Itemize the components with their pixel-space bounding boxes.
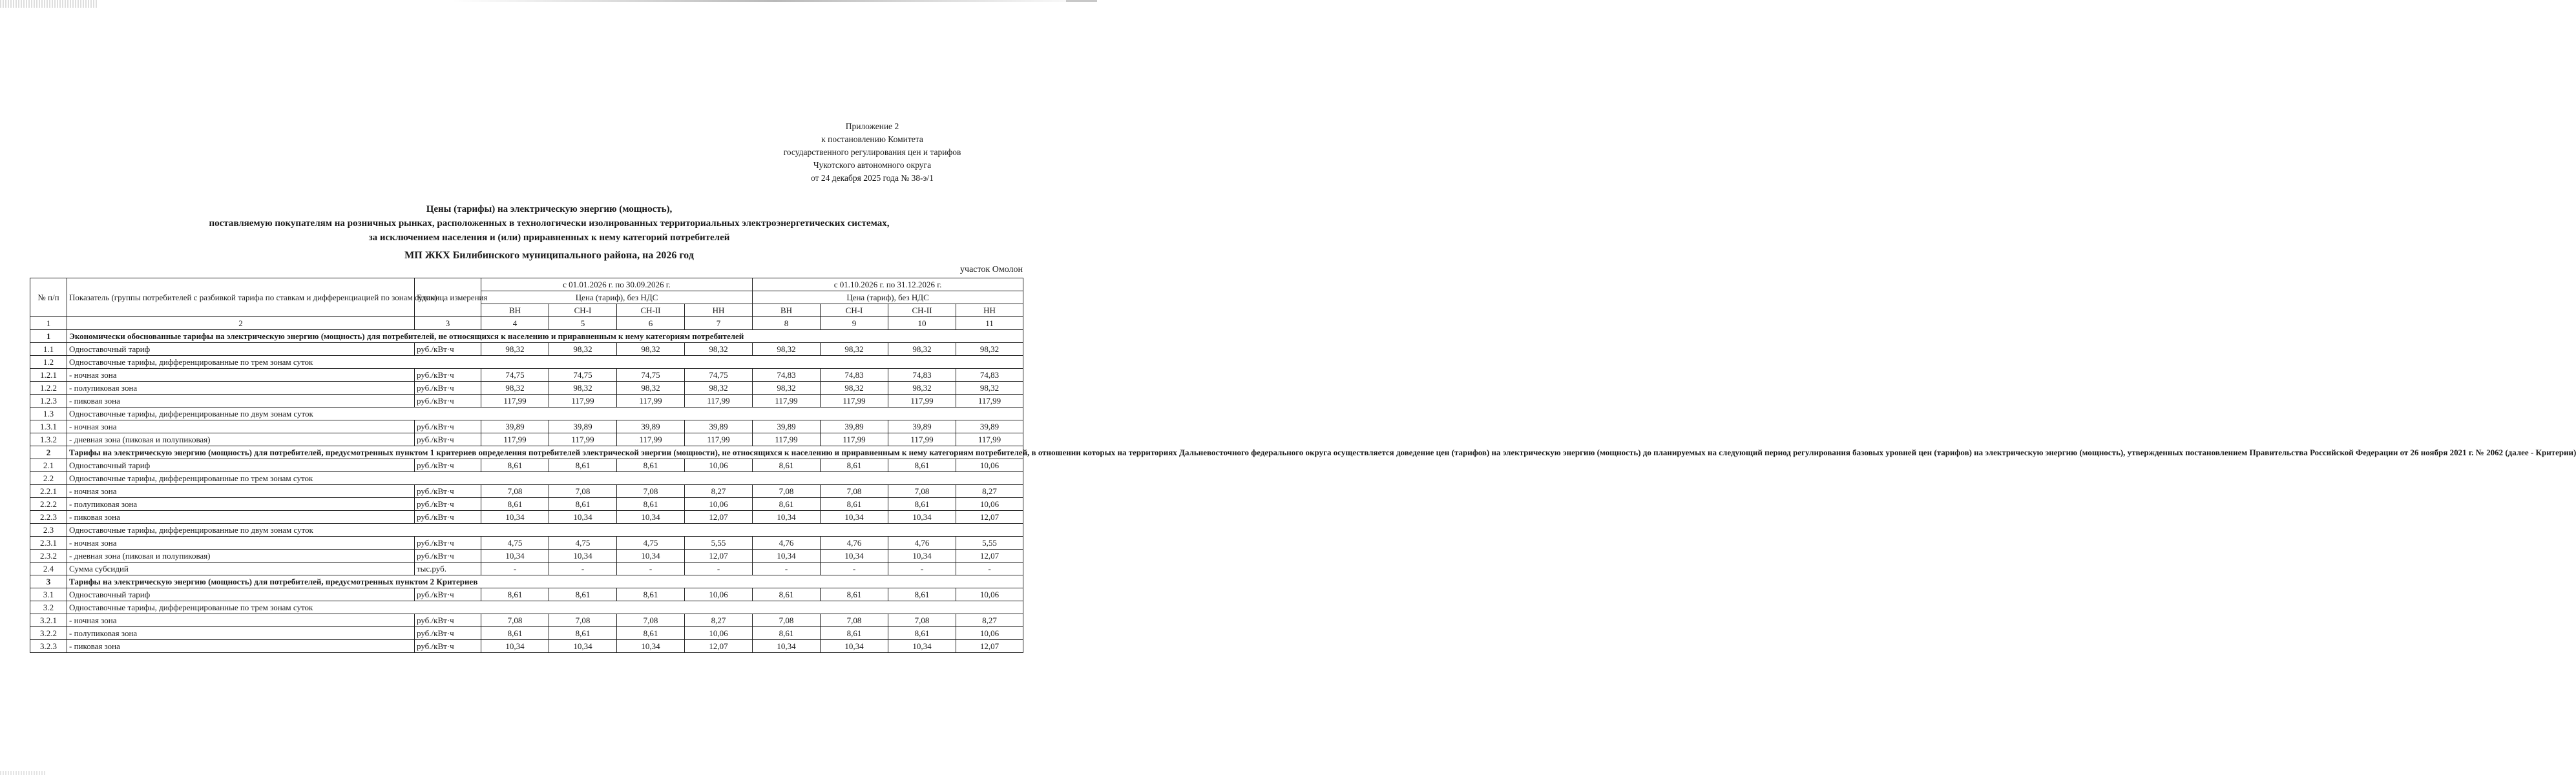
tariff-value: 8,61 <box>888 588 956 601</box>
tariff-value: 98,32 <box>888 382 956 395</box>
tariff-value: 10,34 <box>549 640 617 653</box>
tariff-value: 10,34 <box>888 511 956 524</box>
tariff-value: - <box>549 563 617 575</box>
tariff-value: 10,06 <box>685 588 753 601</box>
tariff-value: 98,32 <box>753 382 821 395</box>
subsection-row <box>30 356 1023 369</box>
table-row <box>30 485 1023 498</box>
table-row <box>30 511 1023 524</box>
tariff-value: 74,83 <box>956 369 1023 382</box>
tariff-value: 7,08 <box>753 614 821 627</box>
header-num: № п/п <box>30 278 67 317</box>
row-number: 2.2.1 <box>30 485 67 498</box>
tariff-value: 74,75 <box>481 369 549 382</box>
tariff-value: 117,99 <box>956 395 1023 408</box>
appendix-line: государственного регулирования цен и тарифов <box>783 147 961 157</box>
row-number: 2.1 <box>30 459 67 472</box>
row-name: - дневная зона (пиковая и полупиковая) <box>67 433 415 446</box>
tariff-value: 10,34 <box>481 550 549 563</box>
tariff-value: 10,06 <box>685 627 753 640</box>
tariff-value: 117,99 <box>956 433 1023 446</box>
tariff-value: 39,89 <box>956 420 1023 433</box>
table-row <box>30 614 1023 627</box>
tariff-value: 117,99 <box>617 395 685 408</box>
table-row <box>30 369 1023 382</box>
row-unit: руб./кВт·ч <box>415 485 481 498</box>
subsection-title: Одноставочные тарифы, дифференцированные по двум зонам суток <box>67 524 1023 537</box>
tariff-value: 7,08 <box>549 485 617 498</box>
tariff-value: - <box>821 563 888 575</box>
tariff-value: 39,89 <box>821 420 888 433</box>
tariff-value: 117,99 <box>549 395 617 408</box>
row-name: Сумма субсидий <box>67 563 415 575</box>
row-number: 3.2.1 <box>30 614 67 627</box>
tariff-value: 10,06 <box>956 588 1023 601</box>
row-number: 1.3.1 <box>30 420 67 433</box>
row-name: - полупиковая зона <box>67 627 415 640</box>
tariff-value: - <box>685 563 753 575</box>
tariff-value: - <box>617 563 685 575</box>
header-row <box>30 278 1023 291</box>
subsection-row <box>30 408 1023 420</box>
tariff-value: 74,83 <box>821 369 888 382</box>
row-unit: руб./кВт·ч <box>415 433 481 446</box>
tariff-value: 8,27 <box>956 485 1023 498</box>
tariff-value: 7,08 <box>888 614 956 627</box>
tariff-value: 39,89 <box>481 420 549 433</box>
row-name: - ночная зона <box>67 420 415 433</box>
header-voltage-level: СН-I <box>821 304 888 317</box>
tariff-value: 8,61 <box>617 459 685 472</box>
tariff-value: 117,99 <box>821 395 888 408</box>
tariff-value: - <box>753 563 821 575</box>
tariff-value: 7,08 <box>481 485 549 498</box>
row-number: 3 <box>30 575 67 588</box>
tariff-value: 117,99 <box>617 433 685 446</box>
tariff-value: 98,32 <box>821 343 888 356</box>
title-line: Цены (тарифы) на электрическую энергию (мощность), <box>426 204 673 214</box>
tariff-value: 74,75 <box>617 369 685 382</box>
scan-artifact <box>0 0 97 8</box>
row-name: - пиковая зона <box>67 511 415 524</box>
row-unit: руб./кВт·ч <box>415 537 481 550</box>
tariff-value: 10,06 <box>956 459 1023 472</box>
column-number: 3 <box>415 317 481 330</box>
tariff-value: 39,89 <box>685 420 753 433</box>
subsection-title: Одноставочные тарифы, дифференцированные по трем зонам суток <box>67 356 1023 369</box>
tariff-value: 5,55 <box>685 537 753 550</box>
title-line: поставляемую покупателям на розничных рынках, расположенных в технологически изолированных территориальных электроэнергетических системах, <box>209 218 890 229</box>
tariff-value: 7,08 <box>753 485 821 498</box>
row-unit: руб./кВт·ч <box>415 614 481 627</box>
tariff-value: 98,32 <box>549 382 617 395</box>
tariff-value: 8,61 <box>617 627 685 640</box>
tariff-value: 117,99 <box>549 433 617 446</box>
row-name: Одноставочный тариф <box>67 588 415 601</box>
tariff-value: 8,61 <box>821 498 888 511</box>
table-row <box>30 343 1023 356</box>
title-line: за исключением населения и (или) приравненных к нему категорий потребителей <box>368 232 730 243</box>
row-unit: руб./кВт·ч <box>415 550 481 563</box>
tariff-value: 12,07 <box>956 550 1023 563</box>
column-number: 8 <box>753 317 821 330</box>
row-number: 1.3.2 <box>30 433 67 446</box>
section-title: Экономически обоснованные тарифы на электрическую энергию (мощность) для потребителей, не относящихся к населению и приравненным к нему категориям потребителей <box>67 330 1023 343</box>
row-unit: руб./кВт·ч <box>415 640 481 653</box>
tariff-value: 39,89 <box>888 420 956 433</box>
tariff-value: 74,75 <box>549 369 617 382</box>
tariff-value: 7,08 <box>821 614 888 627</box>
header-indicator: Показатель (группы потребителей с разбивкой тарифа по ставкам и дифференциацией по зонам суток) <box>67 278 415 317</box>
table-row <box>30 498 1023 511</box>
tariff-value: 117,99 <box>481 433 549 446</box>
scan-artifact <box>452 0 1097 2</box>
tariff-value: 10,06 <box>685 459 753 472</box>
tariff-value: 4,76 <box>821 537 888 550</box>
tariff-value: 74,83 <box>888 369 956 382</box>
appendix-note <box>743 120 1001 185</box>
tariff-value: 8,61 <box>821 588 888 601</box>
tariff-value: 74,75 <box>685 369 753 382</box>
tariff-value: 98,32 <box>481 382 549 395</box>
tariff-value: 4,75 <box>617 537 685 550</box>
row-name: - пиковая зона <box>67 640 415 653</box>
table-row <box>30 459 1023 472</box>
tariff-value: 8,61 <box>549 588 617 601</box>
header-voltage-level: НН <box>685 304 753 317</box>
column-number: 6 <box>617 317 685 330</box>
tariff-value: 117,99 <box>753 395 821 408</box>
tariff-value: 8,61 <box>481 459 549 472</box>
column-number: 11 <box>956 317 1023 330</box>
tariff-value: 8,27 <box>685 614 753 627</box>
tariff-value: 7,08 <box>481 614 549 627</box>
tariff-value: 7,08 <box>617 614 685 627</box>
table-row <box>30 640 1023 653</box>
column-number: 9 <box>821 317 888 330</box>
tariff-value: 117,99 <box>888 433 956 446</box>
tariff-value: 10,34 <box>821 640 888 653</box>
column-number: 5 <box>549 317 617 330</box>
table-row <box>30 433 1023 446</box>
row-unit: руб./кВт·ч <box>415 498 481 511</box>
row-name: Одноставочный тариф <box>67 459 415 472</box>
section-row <box>30 575 1023 588</box>
tariff-value: 98,32 <box>888 343 956 356</box>
row-name: - полупиковая зона <box>67 498 415 511</box>
row-unit: руб./кВт·ч <box>415 369 481 382</box>
tariff-value: 8,61 <box>549 498 617 511</box>
organization-title: МП ЖКХ Билибинского муниципального района, на 2026 год <box>404 250 694 261</box>
row-number: 1.2.3 <box>30 395 67 408</box>
section-row <box>30 330 1023 343</box>
tariff-value: 98,32 <box>956 382 1023 395</box>
table-row <box>30 550 1023 563</box>
tariff-value: 10,34 <box>617 640 685 653</box>
tariff-value: 8,61 <box>549 627 617 640</box>
tariff-value: 10,34 <box>481 640 549 653</box>
tariff-value: 7,08 <box>888 485 956 498</box>
tariff-value: 117,99 <box>821 433 888 446</box>
tariff-value: 98,32 <box>549 343 617 356</box>
row-name: - полупиковая зона <box>67 382 415 395</box>
tariff-value: - <box>956 563 1023 575</box>
row-unit: руб./кВт·ч <box>415 459 481 472</box>
tariff-value: 39,89 <box>549 420 617 433</box>
tariff-value: 12,07 <box>685 511 753 524</box>
tariff-value: 8,27 <box>956 614 1023 627</box>
tariff-value: 39,89 <box>617 420 685 433</box>
tariff-value: 8,61 <box>753 588 821 601</box>
tariff-value: 4,75 <box>549 537 617 550</box>
tariff-value: 98,32 <box>956 343 1023 356</box>
row-unit: руб./кВт·ч <box>415 420 481 433</box>
tariff-value: 117,99 <box>685 395 753 408</box>
header-voltage-level: СН-II <box>617 304 685 317</box>
subsection-row <box>30 601 1023 614</box>
appendix-line: к постановлению Комитета <box>821 134 923 144</box>
tariff-value: 4,76 <box>888 537 956 550</box>
column-number: 7 <box>685 317 753 330</box>
appendix-line: Чукотского автономного округа <box>813 160 932 170</box>
tariff-value: 98,32 <box>481 343 549 356</box>
tariff-value: 8,61 <box>753 627 821 640</box>
table-row <box>30 537 1023 550</box>
tariff-value: 10,34 <box>753 550 821 563</box>
subsection-row <box>30 472 1023 485</box>
section-title: Тарифы на электрическую энергию (мощность) для потребителей, предусмотренных пунктом 2 Критериев <box>67 575 1023 588</box>
appendix-line: Приложение 2 <box>845 121 899 131</box>
row-number: 3.2.3 <box>30 640 67 653</box>
tariff-value: 10,34 <box>549 550 617 563</box>
row-number: 3.2.2 <box>30 627 67 640</box>
tariff-value: 98,32 <box>821 382 888 395</box>
row-number: 2.2 <box>30 472 67 485</box>
tariff-value: 98,32 <box>753 343 821 356</box>
header-voltage-level: НН <box>956 304 1023 317</box>
column-number: 1 <box>30 317 67 330</box>
header-price: Цена (тариф), без НДС <box>481 291 753 304</box>
tariff-value: 10,34 <box>753 511 821 524</box>
row-unit: руб./кВт·ч <box>415 511 481 524</box>
column-number: 10 <box>888 317 956 330</box>
row-unit: руб./кВт·ч <box>415 343 481 356</box>
tariff-value: 117,99 <box>481 395 549 408</box>
row-number: 1.1 <box>30 343 67 356</box>
tariff-value: 4,75 <box>481 537 549 550</box>
row-name: - ночная зона <box>67 614 415 627</box>
row-unit: руб./кВт·ч <box>415 382 481 395</box>
tariff-value: 7,08 <box>549 614 617 627</box>
tariff-value: 8,61 <box>821 627 888 640</box>
row-unit: тыс.руб. <box>415 563 481 575</box>
header-unit: Единица измерения <box>415 278 481 317</box>
tariff-value: 8,27 <box>685 485 753 498</box>
row-name: - ночная зона <box>67 537 415 550</box>
header-period: с 01.10.2026 г. по 31.12.2026 г. <box>753 278 1023 291</box>
tariff-value: 98,32 <box>617 343 685 356</box>
row-number: 2 <box>30 446 67 459</box>
tariff-value: 4,76 <box>753 537 821 550</box>
tariff-value: 8,61 <box>481 627 549 640</box>
table-row <box>30 563 1023 575</box>
row-number: 2.3.2 <box>30 550 67 563</box>
row-number: 2.3.1 <box>30 537 67 550</box>
tariff-value: 8,61 <box>481 498 549 511</box>
row-number: 3.2 <box>30 601 67 614</box>
table-row <box>30 382 1023 395</box>
header-period: с 01.01.2026 г. по 30.09.2026 г. <box>481 278 753 291</box>
tariff-value: 10,34 <box>549 511 617 524</box>
header-voltage-level: ВН <box>753 304 821 317</box>
row-number: 2.2.3 <box>30 511 67 524</box>
tariff-value: 8,61 <box>888 459 956 472</box>
table-row <box>30 395 1023 408</box>
tariff-value: 98,32 <box>617 382 685 395</box>
row-number: 1.2 <box>30 356 67 369</box>
section-title: Тарифы на электрическую энергию (мощность) для потребителей, предусмотренных пунктом 1 критериев определения потребителей электрической энергии (мощности), не относящихся к населению и приравненным к нему категориям потребителей, в отношении которых на территориях Дальневосточного федерального округа осуществляется доведение цен (тарифов) на электрическую энергию (мощность) до планируемых на следующий период регулирования базовых уровней цен (тарифов) на электрическую энергию (мощность), утвержденных постановлением Правительства Российской Федерации от 26 ноября 2021 г. № 2062 (далее - Критерии) <box>67 446 1023 459</box>
tariff-value: 98,32 <box>685 382 753 395</box>
district-label: участок Омолон <box>960 265 1023 274</box>
scan-artifact <box>0 771 45 775</box>
row-number: 1.3 <box>30 408 67 420</box>
tariff-value: 5,55 <box>956 537 1023 550</box>
table-row <box>30 420 1023 433</box>
row-name: - ночная зона <box>67 485 415 498</box>
row-number: 1.2.1 <box>30 369 67 382</box>
row-number: 2.3 <box>30 524 67 537</box>
row-unit: руб./кВт·ч <box>415 395 481 408</box>
tariff-value: 39,89 <box>753 420 821 433</box>
scan-artifact <box>1066 0 1097 2</box>
tariff-value: 10,34 <box>821 550 888 563</box>
tariff-value: 10,06 <box>956 627 1023 640</box>
row-number: 3.1 <box>30 588 67 601</box>
row-name: - пиковая зона <box>67 395 415 408</box>
tariff-value: 98,32 <box>685 343 753 356</box>
column-number: 2 <box>67 317 415 330</box>
tariff-value: 12,07 <box>956 640 1023 653</box>
tariff-value: 8,61 <box>753 498 821 511</box>
column-number: 4 <box>481 317 549 330</box>
tariff-value: - <box>481 563 549 575</box>
tariff-value: 117,99 <box>753 433 821 446</box>
tariff-value: 74,83 <box>753 369 821 382</box>
tariff-value: 8,61 <box>617 498 685 511</box>
tariff-value: 10,34 <box>888 550 956 563</box>
header-voltage-level: СН-II <box>888 304 956 317</box>
subsection-title: Одноставочные тарифы, дифференцированные по двум зонам суток <box>67 408 1023 420</box>
tariff-value: 8,61 <box>549 459 617 472</box>
tariff-value: 12,07 <box>685 550 753 563</box>
row-number: 1.2.2 <box>30 382 67 395</box>
subsection-row <box>30 524 1023 537</box>
header-voltage-level: ВН <box>481 304 549 317</box>
tariff-value: 8,61 <box>888 627 956 640</box>
tariff-value: 8,61 <box>821 459 888 472</box>
tariff-value: 10,34 <box>888 640 956 653</box>
tariff-value: 8,61 <box>888 498 956 511</box>
row-unit: руб./кВт·ч <box>415 627 481 640</box>
tariff-value: 10,34 <box>617 550 685 563</box>
row-unit: руб./кВт·ч <box>415 588 481 601</box>
tariff-value: 8,61 <box>753 459 821 472</box>
row-number: 1 <box>30 330 67 343</box>
row-name: Одноставочный тариф <box>67 343 415 356</box>
table-row <box>30 588 1023 601</box>
tariff-value: 8,61 <box>617 588 685 601</box>
row-number: 2.2.2 <box>30 498 67 511</box>
tariff-value: 10,06 <box>956 498 1023 511</box>
tariff-value: 117,99 <box>685 433 753 446</box>
tariff-value: 8,61 <box>481 588 549 601</box>
tariff-value: 117,99 <box>888 395 956 408</box>
row-name: - дневная зона (пиковая и полупиковая) <box>67 550 415 563</box>
subsection-title: Одноставочные тарифы, дифференцированные по трем зонам суток <box>67 472 1023 485</box>
tariff-value: 7,08 <box>617 485 685 498</box>
tariff-value: 10,06 <box>685 498 753 511</box>
section-row <box>30 446 1023 459</box>
row-name: - ночная зона <box>67 369 415 382</box>
tariff-table <box>30 278 2576 653</box>
document-title <box>39 202 1060 263</box>
tariff-value: - <box>888 563 956 575</box>
appendix-line: от 24 декабря 2025 года № 38-э/1 <box>811 173 934 183</box>
tariff-value: 12,07 <box>956 511 1023 524</box>
tariff-value: 7,08 <box>821 485 888 498</box>
header-voltage-level: СН-I <box>549 304 617 317</box>
row-number: 2.4 <box>30 563 67 575</box>
tariff-value: 10,34 <box>753 640 821 653</box>
table-row <box>30 627 1023 640</box>
subsection-title: Одноставочные тарифы, дифференцированные по трем зонам суток <box>67 601 1023 614</box>
tariff-value: 10,34 <box>481 511 549 524</box>
column-number-row <box>30 317 1023 330</box>
header-price: Цена (тариф), без НДС <box>753 291 1023 304</box>
tariff-value: 12,07 <box>685 640 753 653</box>
tariff-value: 10,34 <box>821 511 888 524</box>
tariff-value: 10,34 <box>617 511 685 524</box>
